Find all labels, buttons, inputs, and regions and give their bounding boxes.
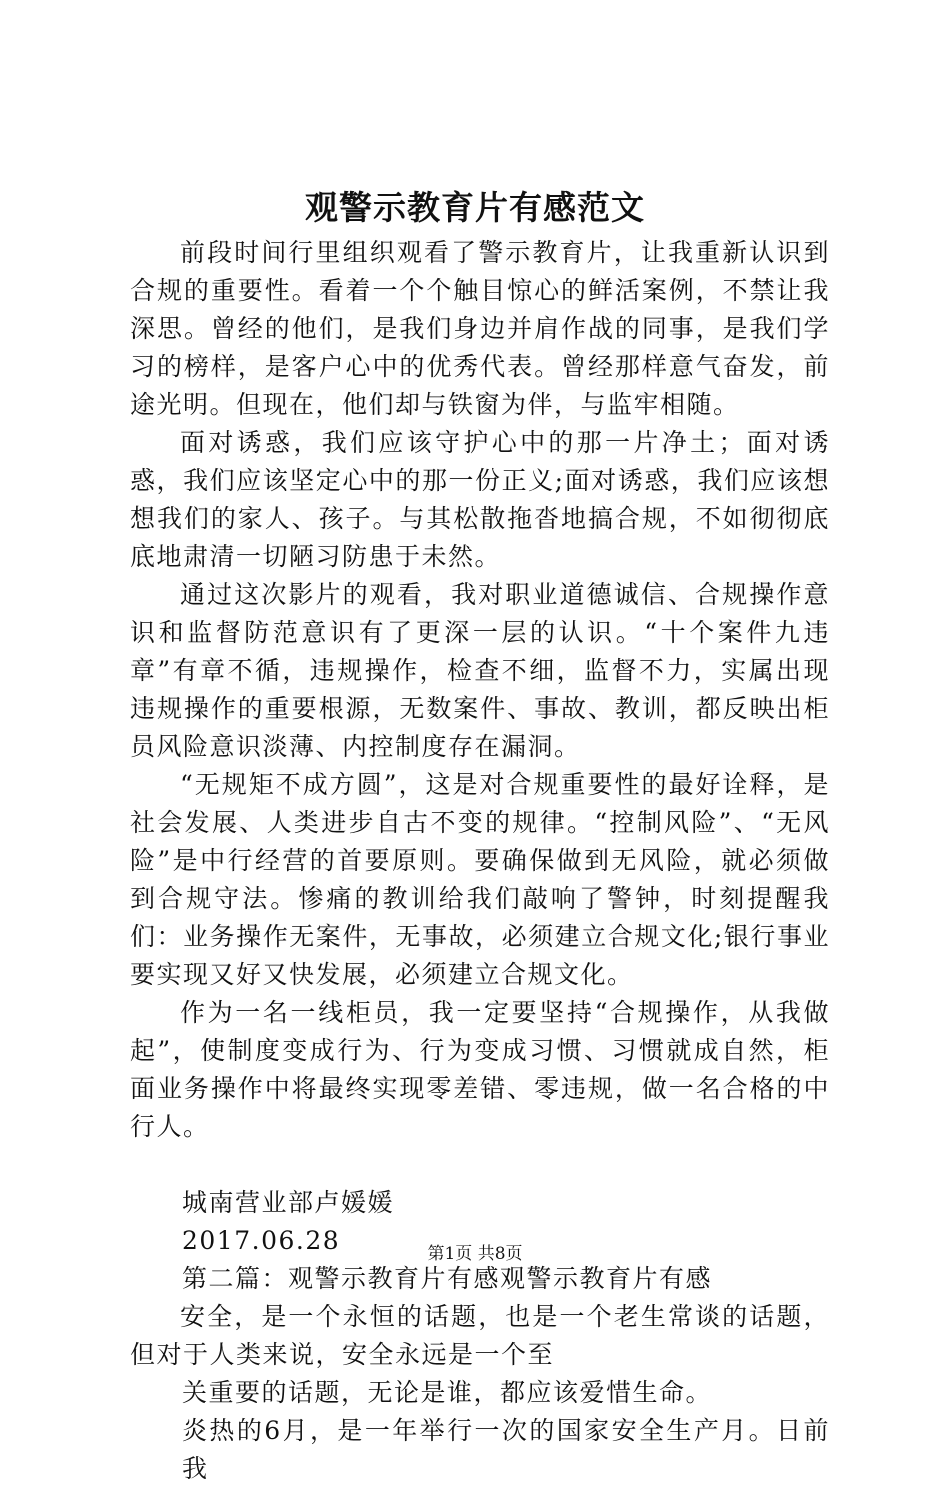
spacer	[130, 1146, 830, 1184]
paragraph: 炎热的6月，是一年举行一次的国家安全生产月。日前我	[182, 1416, 830, 1483]
signature: 城南营业部卢媛媛	[182, 1188, 395, 1217]
paragraph: 前段时间行里组织观看了警示教育片，让我重新认识到合规的重要性。看着一个个触目惊心的鲜活案例，不禁让我深思。曾经的他们，是我们身边并肩作战的同事，是我们学习的榜样，是客户心中的优秀代表。曾经那样意气奋发，前途光明。但现在，他们却与铁窗为伴，与监牢相随。	[130, 238, 830, 419]
document-title: 观警示教育片有感范文	[305, 188, 645, 227]
paragraph: 通过这次影片的观看，我对职业道德诚信、合规操作意识和监督防范意识有了更深一层的认识。“十个案件九违章”有章不循，违规操作，检查不细，监督不力，实属出现违规操作的重要根源，无数案件、事故、教训，都反映出柜员风险意识淡薄、内控制度存在漏洞。	[130, 580, 830, 761]
paragraph: 面对诱惑，我们应该守护心中的那一片净土；面对诱惑，我们应该坚定心中的那一份正义;面对诱惑，我们应该想想我们的家人、孩子。与其松散拖沓地搞合规，不如彻彻底底地肃清一切陋习防患于未然。	[130, 428, 830, 571]
paragraph: 作为一名一线柜员，我一定要坚持“合规操作，从我做起”，使制度变成行为、行为变成习惯、习惯就成自然，柜面业务操作中将最终实现零差错、零违规，做一名合格的中行人。	[130, 998, 830, 1141]
date: 2017.06.28	[182, 1226, 341, 1255]
document-body	[130, 234, 830, 1488]
page-number: 第1页 共8页	[427, 1244, 523, 1264]
second-article-title: 第二篇：观警示教育片有感观警示教育片有感	[182, 1264, 713, 1293]
paragraph: 安全，是一个永恒的话题，也是一个老生常谈的话题，但对于人类来说，安全永远是一个至	[130, 1302, 830, 1369]
paragraph: 关重要的话题，无论是谁，都应该爱惜生命。	[182, 1378, 713, 1407]
paragraph: “无规矩不成方圆”，这是对合规重要性的最好诠释，是社会发展、人类进步自古不变的规律。“控制风险”、“无风险”是中行经营的首要原则。要确保做到无风险，就必须做到合规守法。惨痛的教训给我们敲响了警钟，时刻提醒我们：业务操作无案件，无事故，必须建立合规文化;银行事业要实现又好又快发展，必须建立合规文化。	[130, 770, 830, 989]
